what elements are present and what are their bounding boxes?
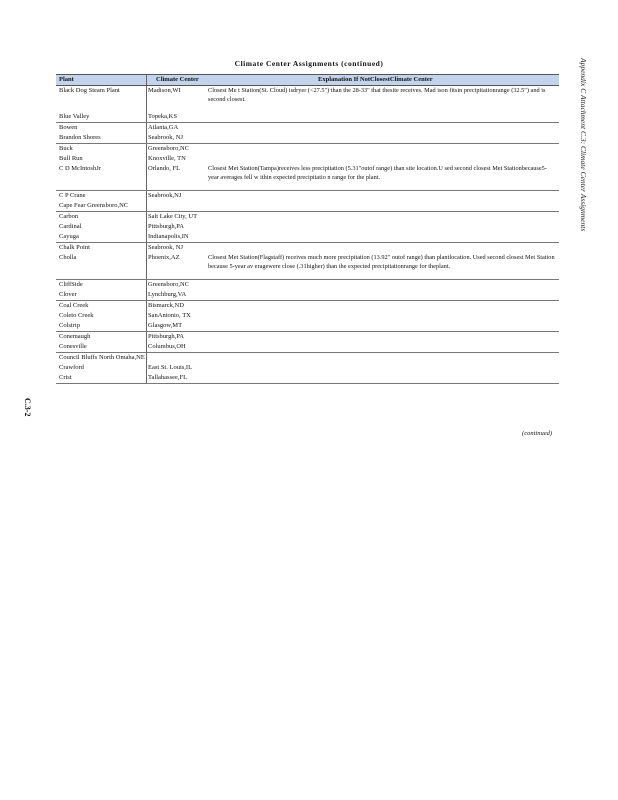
climate-center-cell: Atlanta,GA [148,124,179,131]
climate-center-cell: Phoenix,AZ [148,254,180,261]
table-row [56,353,559,363]
climate-center-cell: Madison,WI [148,87,181,94]
table-row [56,191,559,201]
climate-center-cell: Columbus,OH [148,343,186,350]
plant-cell: Coal Creek [59,302,89,309]
plant-cell: Brandon Shores [59,134,101,141]
climate-center-cell: Seabrook, NJ [148,134,184,141]
table-row [56,253,559,279]
table-row [56,133,559,143]
plant-cell: Bowen [59,124,78,131]
table-row [56,301,559,311]
row-group [56,144,559,191]
table-row [56,222,559,232]
side-label: Appendix C Attachment C.3: Climate Center Assignments [579,58,588,232]
page-number: C.3-2 [23,398,32,417]
climate-center-cell: Greensboro,NC [148,145,189,152]
plant-cell: Chalk Point [59,244,90,251]
table-body [56,86,559,384]
table-row [56,311,559,321]
table-row [56,332,559,342]
table-row [56,243,559,253]
climate-center-cell: Orlando, FL [148,165,181,172]
table-row [56,363,559,373]
plant-cell: Cardinal [59,223,82,230]
table-row [56,123,559,133]
plant-cell: Carbon [59,213,79,220]
climate-center-cell: Glasgow,MT [148,322,183,329]
climate-center-cell: Knoxville, TN [148,155,186,162]
climate-center-cell: Seabrook, NJ [148,244,184,251]
table-row [56,112,559,122]
table-row [56,212,559,222]
table-row [56,321,559,331]
plant-cell: Conesville [59,343,87,350]
table-header [56,74,559,86]
climate-center-cell: Salt Lake City, UT [148,213,198,220]
explanation-cell: Closest Me t Station(St. Cloud) isdryer (<27.5") than the 28-33" that thesite receives. Mad ison fitsin precipitationrange (32.5") and is second closest. [208,87,546,103]
row-group [56,332,559,353]
climate-center-cell: Tallahassee,FL [148,374,188,381]
climate-center-cell: Seabrook,NJ [148,192,182,199]
climate-center-cell: Lynchburg,VA [148,291,187,298]
plant-cell: Bull Run [59,155,83,162]
header-plant: Plant [59,76,74,83]
plant-cell: Black Dog Steam Plant [59,87,120,94]
explanation-cell: Closest Met Station(Tampa)receives less precipitation (5.31"outof range) than site location.U sed second closest Met Stationbecause5-year averages fell w ithin expected precipitatio n range for the plant. [208,165,547,181]
explanation-cell: Closest Met Station(Flagstaff) receives much more precipitation (13.92" outof range) than plantlocation. Used second closest Met Station because 5-year av eragewere close (.31higher) than the expected precipitationrange for theplant. [208,254,555,270]
plant-cell: Crawford [59,364,84,371]
plant-cell: Crist [59,374,72,381]
row-group [56,301,559,332]
climate-center-cell: Topeka,KS [148,113,177,120]
plant-cell: Conemaugh [59,333,91,340]
row-group [56,123,559,144]
table-row [56,144,559,154]
table-row [56,290,559,300]
table-title: Climate Center Assignments (continued) [234,59,384,68]
plant-cell: C P Crane [59,192,86,199]
table-row [56,154,559,164]
header-explanation: Explanation If NotClosestClimate Center [318,76,433,83]
climate-center-cell: Indianapolis,IN [148,233,189,240]
table-row [56,342,559,352]
plant-cell: Buck [59,145,73,152]
climate-center-cell: Pittsburgh,PA [148,223,184,230]
climate-center-cell: Bismarck,ND [148,302,184,309]
table-row [56,232,559,242]
plant-cell: Council Bluffs North Omaha,NE [59,354,145,361]
table-row [56,164,559,190]
plant-cell: Cayuga [59,233,79,240]
plant-cell: Cholla [59,254,77,261]
climate-center-cell: Greensboro,NC [148,281,189,288]
table-row [56,86,559,112]
table-row [56,201,559,211]
row-group [56,212,559,243]
table-row [56,373,559,383]
plant-cell: Colstrip [59,322,80,329]
plant-cell: CliffSide [59,281,83,288]
climate-center-cell: SanAntonio, TX [148,312,191,319]
plant-cell: C D McIntoshJr [59,165,101,172]
plant-cell: Cape Fear Greensboro,NC [59,202,129,209]
plant-cell: Clover [59,291,77,298]
climate-center-cell: Pittsburgh,PA [148,333,184,340]
plant-cell: Blue Valley [59,113,90,120]
climate-center-cell: East St. Louis,IL [148,364,193,371]
climate-center-table [56,74,559,384]
header-climate-center: Climate Center [156,76,199,83]
plant-cell: Coleto Creek [59,312,94,319]
row-group [56,86,559,123]
table-row [56,280,559,290]
row-group [56,243,559,280]
row-group [56,191,559,212]
row-group [56,280,559,301]
continued-note: (continued) [522,430,552,437]
row-group [56,353,559,384]
